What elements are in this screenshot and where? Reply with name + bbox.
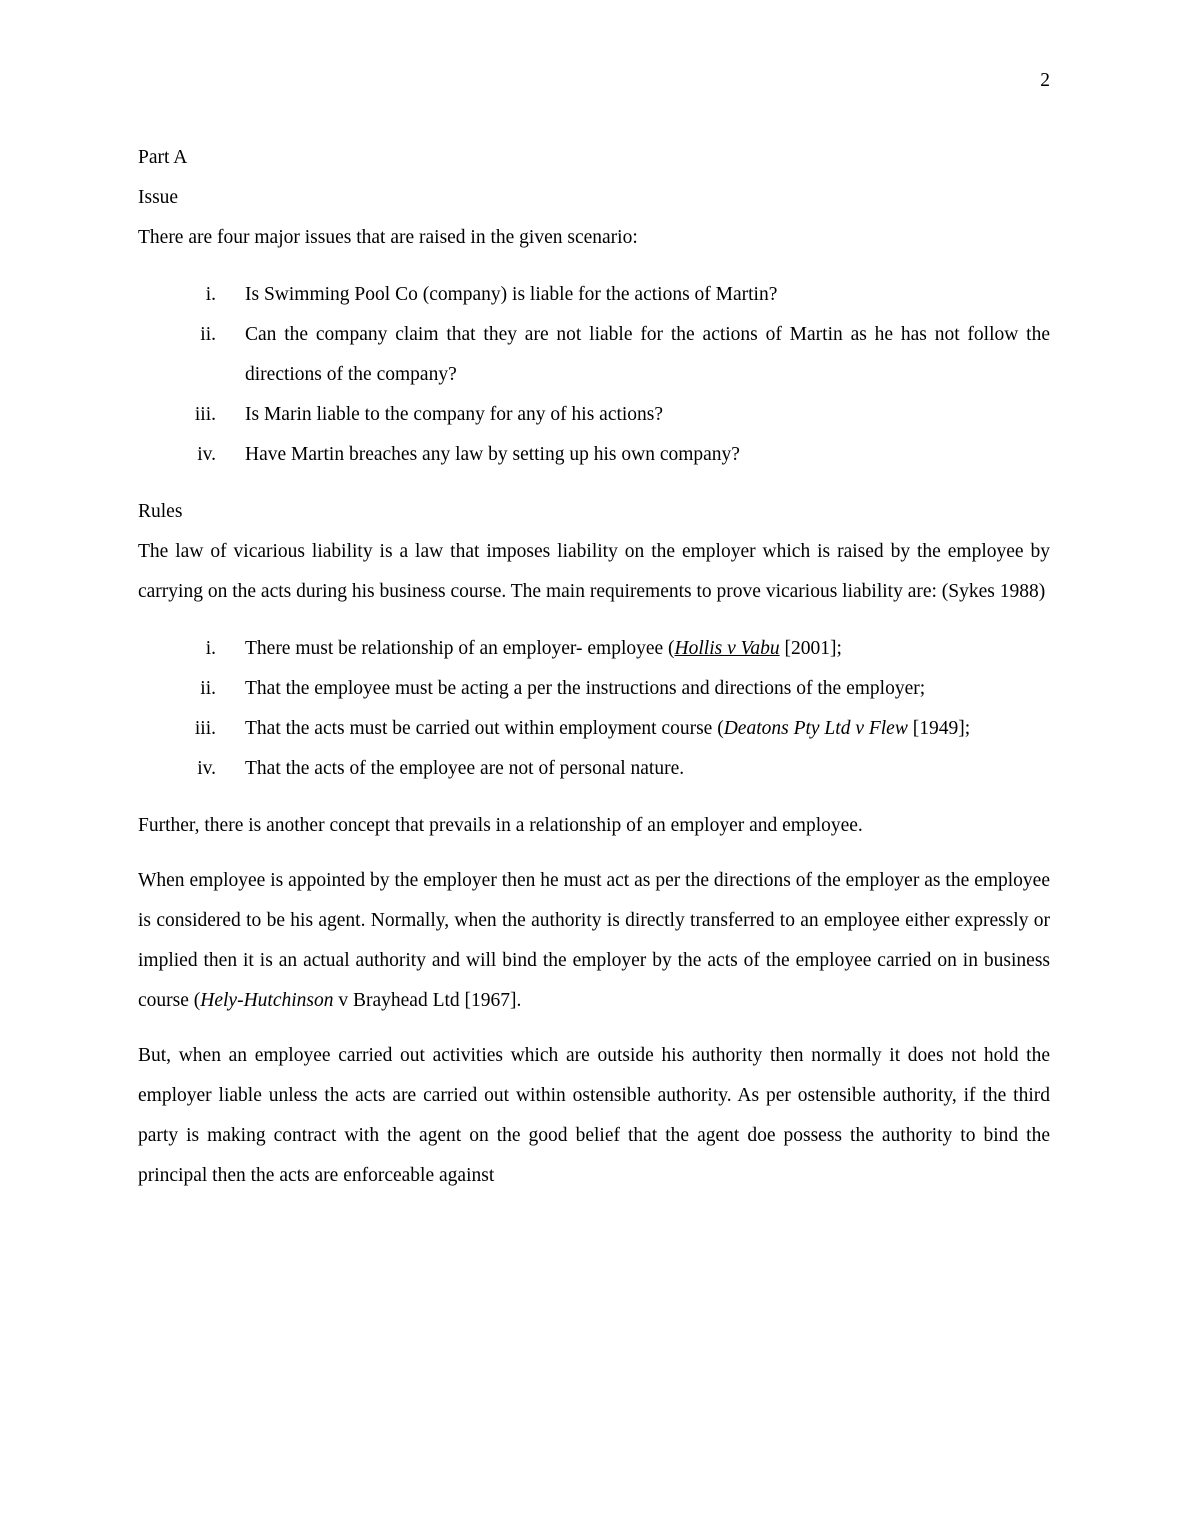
list-marker: i. [205, 284, 216, 305]
part-heading: Part A [138, 147, 188, 168]
rules-intro-paragraph: The law of vicarious liability is a law that imposes liability on the employer which is raised by the employee by carrying on the acts during his business course. The main requirements to prove vicarious liability are: (Sykes 1988) [138, 541, 1050, 602]
list-marker: iii. [194, 718, 216, 739]
list-marker: ii. [200, 324, 216, 345]
rules-heading: Rules [138, 501, 183, 522]
list-marker: i. [205, 638, 216, 659]
list-item [138, 629, 1050, 669]
ostensible-authority-paragraph: But, when an employee carried out activities which are outside his authority then normally it does not hold the employer liable unless the acts are carried out within ostensible authority. As per ostensible authority, if the third party is making contract with the agent on the good belief that the agent doe possess the authority to bind the principal then the acts are enforceable against [138, 1045, 1050, 1186]
page-number: 2 [1040, 70, 1050, 91]
list-item-text: There must be relationship of an employer- employee ( [245, 638, 675, 659]
agency-paragraph-text: When employee is appointed by the employer then he must act as per the directions of the employer as the employee is considered to be his agent. Normally, when the authority is directly transferred to an employee either expressly or implied then it is an actual authority and will bind the employer by the acts of the employee carried on in business course ( [138, 870, 1050, 1011]
agency-paragraph [138, 861, 1050, 1021]
list-item-text-after: [1949]; [907, 718, 971, 739]
issue-list [138, 275, 1050, 475]
list-marker: iii. [194, 404, 216, 425]
list-item [138, 749, 1050, 789]
list-item [138, 395, 1050, 435]
issue-intro-paragraph: There are four major issues that are raised in the given scenario: [138, 227, 638, 248]
list-marker: iv. [197, 444, 216, 465]
list-item [138, 709, 1050, 749]
list-marker: iv. [197, 758, 216, 779]
list-item [138, 435, 1050, 475]
agency-paragraph-text-after: v Brayhead Ltd [1967]. [333, 990, 522, 1011]
issue-heading: Issue [138, 187, 179, 208]
list-item-text: That the employee must be acting a per the instructions and directions of the employer; [245, 678, 926, 699]
list-item [138, 315, 1050, 395]
list-item-text: That the acts of the employee are not of personal nature. [245, 758, 685, 779]
list-item [138, 669, 1050, 709]
list-item-text-after: [2001]; [779, 638, 842, 659]
list-item-text: Is Swimming Pool Co (company) is liable for the actions of Martin? [245, 284, 778, 305]
rules-list [138, 629, 1050, 789]
page-content [138, 138, 1050, 1196]
case-citation: Deatons Pty Ltd v Flew [723, 718, 908, 739]
list-item-text: Is Marin liable to the company for any of his actions? [245, 404, 664, 425]
further-paragraph: Further, there is another concept that prevails in a relationship of an employer and employee. [138, 815, 863, 836]
list-item-text: Have Martin breaches any law by setting up his own company? [245, 444, 740, 465]
case-citation: Hely-Hutchinson [200, 990, 334, 1011]
case-citation: Hollis v Vabu [674, 638, 780, 659]
list-item [138, 275, 1050, 315]
list-item-text: That the acts must be carried out within employment course ( [245, 718, 724, 739]
list-item-text: Can the company claim that they are not liable for the actions of Martin as he has not follow the directions of the company? [245, 324, 1050, 385]
list-marker: ii. [200, 678, 216, 699]
